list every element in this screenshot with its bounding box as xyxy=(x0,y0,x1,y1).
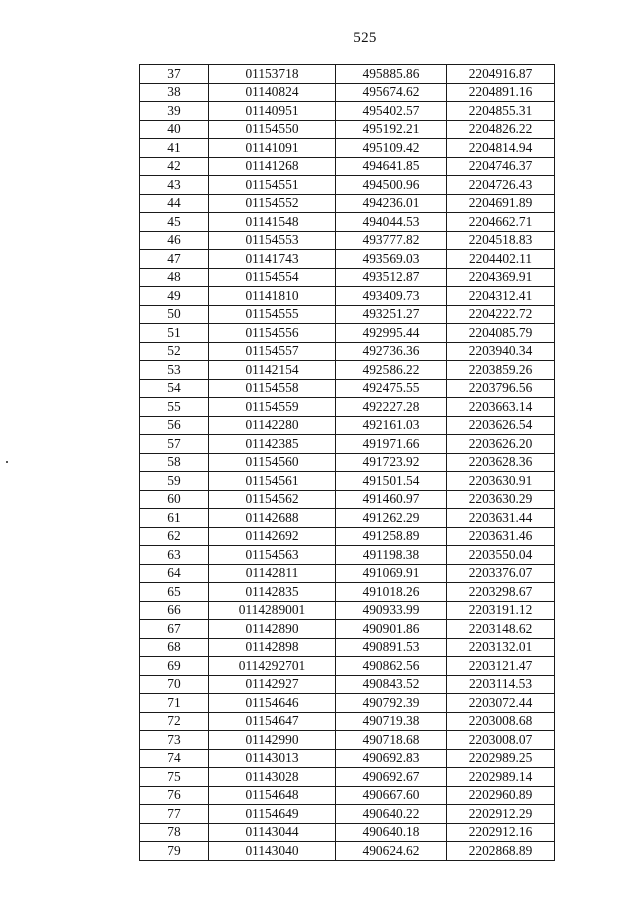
table-row xyxy=(140,731,555,750)
parcel-id-cell: 01142280 xyxy=(209,416,336,435)
row-number-cell: 58 xyxy=(140,453,209,472)
y-coordinate-cell: 2203630.29 xyxy=(447,490,555,509)
y-coordinate-cell: 2202912.29 xyxy=(447,805,555,824)
x-coordinate-cell: 493777.82 xyxy=(336,231,447,250)
row-number-cell: 75 xyxy=(140,768,209,787)
row-number-cell: 74 xyxy=(140,749,209,768)
row-number-cell: 59 xyxy=(140,472,209,491)
x-coordinate-cell: 490901.86 xyxy=(336,620,447,639)
x-coordinate-cell: 490843.52 xyxy=(336,675,447,694)
row-number-cell: 51 xyxy=(140,324,209,343)
x-coordinate-cell: 495674.62 xyxy=(336,83,447,102)
y-coordinate-cell: 2203628.36 xyxy=(447,453,555,472)
y-coordinate-cell: 2202989.25 xyxy=(447,749,555,768)
row-number-cell: 62 xyxy=(140,527,209,546)
parcel-id-cell: 01154646 xyxy=(209,694,336,713)
table-row xyxy=(140,583,555,602)
y-coordinate-cell: 2204691.89 xyxy=(447,194,555,213)
table-row xyxy=(140,453,555,472)
parcel-id-cell: 01142688 xyxy=(209,509,336,528)
parcel-id-cell: 01143044 xyxy=(209,823,336,842)
row-number-cell: 56 xyxy=(140,416,209,435)
table-row xyxy=(140,416,555,435)
y-coordinate-cell: 2203298.67 xyxy=(447,583,555,602)
row-number-cell: 47 xyxy=(140,250,209,269)
table-row xyxy=(140,102,555,121)
y-coordinate-cell: 2203940.34 xyxy=(447,342,555,361)
table-row xyxy=(140,823,555,842)
row-number-cell: 77 xyxy=(140,805,209,824)
y-coordinate-cell: 2203008.68 xyxy=(447,712,555,731)
y-coordinate-cell: 2202912.16 xyxy=(447,823,555,842)
row-number-cell: 39 xyxy=(140,102,209,121)
x-coordinate-cell: 490719.38 xyxy=(336,712,447,731)
x-coordinate-cell: 495885.86 xyxy=(336,65,447,84)
x-coordinate-cell: 491971.66 xyxy=(336,435,447,454)
table-row xyxy=(140,786,555,805)
x-coordinate-cell: 490718.68 xyxy=(336,731,447,750)
parcel-id-cell: 01154558 xyxy=(209,379,336,398)
table-row xyxy=(140,342,555,361)
row-number-cell: 54 xyxy=(140,379,209,398)
parcel-id-cell: 01141268 xyxy=(209,157,336,176)
y-coordinate-cell: 2203626.54 xyxy=(447,416,555,435)
coordinates-table-body xyxy=(140,65,555,861)
y-coordinate-cell: 2204891.16 xyxy=(447,83,555,102)
y-coordinate-cell: 2204312.41 xyxy=(447,287,555,306)
parcel-id-cell: 01141743 xyxy=(209,250,336,269)
row-number-cell: 55 xyxy=(140,398,209,417)
parcel-id-cell: 01143013 xyxy=(209,749,336,768)
row-number-cell: 52 xyxy=(140,342,209,361)
table-row xyxy=(140,305,555,324)
table-row xyxy=(140,231,555,250)
table-row xyxy=(140,509,555,528)
parcel-id-cell: 01154648 xyxy=(209,786,336,805)
parcel-id-cell: 01142811 xyxy=(209,564,336,583)
parcel-id-cell: 01154553 xyxy=(209,231,336,250)
page-number: 525 xyxy=(353,30,377,46)
table-row xyxy=(140,194,555,213)
y-coordinate-cell: 2204916.87 xyxy=(447,65,555,84)
table-row xyxy=(140,379,555,398)
x-coordinate-cell: 491460.97 xyxy=(336,490,447,509)
parcel-id-cell: 01154559 xyxy=(209,398,336,417)
row-number-cell: 45 xyxy=(140,213,209,232)
table-row xyxy=(140,527,555,546)
x-coordinate-cell: 490640.18 xyxy=(336,823,447,842)
row-number-cell: 48 xyxy=(140,268,209,287)
y-coordinate-cell: 2204662.71 xyxy=(447,213,555,232)
y-coordinate-cell: 2204222.72 xyxy=(447,305,555,324)
parcel-id-cell: 01142990 xyxy=(209,731,336,750)
table-row xyxy=(140,213,555,232)
y-coordinate-cell: 2203132.01 xyxy=(447,638,555,657)
y-coordinate-cell: 2203072.44 xyxy=(447,694,555,713)
table-row xyxy=(140,842,555,861)
parcel-id-cell: 01142835 xyxy=(209,583,336,602)
row-number-cell: 57 xyxy=(140,435,209,454)
table-row xyxy=(140,324,555,343)
parcel-id-cell: 01142385 xyxy=(209,435,336,454)
table-row xyxy=(140,120,555,139)
x-coordinate-cell: 491198.38 xyxy=(336,546,447,565)
parcel-id-cell: 01142898 xyxy=(209,638,336,657)
row-number-cell: 70 xyxy=(140,675,209,694)
table-row xyxy=(140,675,555,694)
x-coordinate-cell: 494044.53 xyxy=(336,213,447,232)
table-row xyxy=(140,472,555,491)
y-coordinate-cell: 2203376.07 xyxy=(447,564,555,583)
y-coordinate-cell: 2204518.83 xyxy=(447,231,555,250)
parcel-id-cell: 01142890 xyxy=(209,620,336,639)
x-coordinate-cell: 493512.87 xyxy=(336,268,447,287)
y-coordinate-cell: 2203663.14 xyxy=(447,398,555,417)
table-row xyxy=(140,620,555,639)
table-row xyxy=(140,546,555,565)
table-row xyxy=(140,768,555,787)
y-coordinate-cell: 2203796.56 xyxy=(447,379,555,398)
scan-speck xyxy=(6,461,8,463)
y-coordinate-cell: 2204085.79 xyxy=(447,324,555,343)
row-number-cell: 42 xyxy=(140,157,209,176)
table-row xyxy=(140,83,555,102)
y-coordinate-cell: 2203859.26 xyxy=(447,361,555,380)
parcel-id-cell: 01154551 xyxy=(209,176,336,195)
parcel-id-cell: 01154550 xyxy=(209,120,336,139)
y-coordinate-cell: 2204855.31 xyxy=(447,102,555,121)
parcel-id-cell: 01154562 xyxy=(209,490,336,509)
row-number-cell: 72 xyxy=(140,712,209,731)
row-number-cell: 68 xyxy=(140,638,209,657)
y-coordinate-cell: 2202960.89 xyxy=(447,786,555,805)
x-coordinate-cell: 490640.22 xyxy=(336,805,447,824)
x-coordinate-cell: 491723.92 xyxy=(336,453,447,472)
coordinates-table xyxy=(139,64,555,861)
row-number-cell: 41 xyxy=(140,139,209,158)
table-row xyxy=(140,250,555,269)
parcel-id-cell: 01154554 xyxy=(209,268,336,287)
x-coordinate-cell: 490692.67 xyxy=(336,768,447,787)
y-coordinate-cell: 2203121.47 xyxy=(447,657,555,676)
row-number-cell: 53 xyxy=(140,361,209,380)
table-row xyxy=(140,176,555,195)
table-row xyxy=(140,287,555,306)
table-row xyxy=(140,490,555,509)
row-number-cell: 71 xyxy=(140,694,209,713)
table-row xyxy=(140,805,555,824)
y-coordinate-cell: 2203148.62 xyxy=(447,620,555,639)
row-number-cell: 76 xyxy=(140,786,209,805)
y-coordinate-cell: 2204369.91 xyxy=(447,268,555,287)
parcel-id-cell: 01153718 xyxy=(209,65,336,84)
row-number-cell: 64 xyxy=(140,564,209,583)
x-coordinate-cell: 492586.22 xyxy=(336,361,447,380)
row-number-cell: 46 xyxy=(140,231,209,250)
y-coordinate-cell: 2203631.46 xyxy=(447,527,555,546)
row-number-cell: 78 xyxy=(140,823,209,842)
parcel-id-cell: 01143040 xyxy=(209,842,336,861)
x-coordinate-cell: 491069.91 xyxy=(336,564,447,583)
y-coordinate-cell: 2204814.94 xyxy=(447,139,555,158)
parcel-id-cell: 01154556 xyxy=(209,324,336,343)
parcel-id-cell: 01141810 xyxy=(209,287,336,306)
x-coordinate-cell: 494236.01 xyxy=(336,194,447,213)
y-coordinate-cell: 2204826.22 xyxy=(447,120,555,139)
x-coordinate-cell: 495402.57 xyxy=(336,102,447,121)
table-row xyxy=(140,65,555,84)
row-number-cell: 43 xyxy=(140,176,209,195)
parcel-id-cell: 01141548 xyxy=(209,213,336,232)
table-row xyxy=(140,712,555,731)
row-number-cell: 38 xyxy=(140,83,209,102)
x-coordinate-cell: 492475.55 xyxy=(336,379,447,398)
row-number-cell: 65 xyxy=(140,583,209,602)
parcel-id-cell: 0114289001 xyxy=(209,601,336,620)
y-coordinate-cell: 2203114.53 xyxy=(447,675,555,694)
table-row xyxy=(140,694,555,713)
x-coordinate-cell: 490667.60 xyxy=(336,786,447,805)
x-coordinate-cell: 493409.73 xyxy=(336,287,447,306)
table-row xyxy=(140,435,555,454)
y-coordinate-cell: 2203630.91 xyxy=(447,472,555,491)
table-row xyxy=(140,601,555,620)
row-number-cell: 67 xyxy=(140,620,209,639)
table-row xyxy=(140,749,555,768)
row-number-cell: 50 xyxy=(140,305,209,324)
x-coordinate-cell: 490933.99 xyxy=(336,601,447,620)
row-number-cell: 60 xyxy=(140,490,209,509)
x-coordinate-cell: 493251.27 xyxy=(336,305,447,324)
x-coordinate-cell: 490624.62 xyxy=(336,842,447,861)
row-number-cell: 44 xyxy=(140,194,209,213)
row-number-cell: 69 xyxy=(140,657,209,676)
x-coordinate-cell: 492736.36 xyxy=(336,342,447,361)
parcel-id-cell: 01154647 xyxy=(209,712,336,731)
x-coordinate-cell: 490862.56 xyxy=(336,657,447,676)
parcel-id-cell: 01154563 xyxy=(209,546,336,565)
row-number-cell: 61 xyxy=(140,509,209,528)
x-coordinate-cell: 494500.96 xyxy=(336,176,447,195)
y-coordinate-cell: 2203550.04 xyxy=(447,546,555,565)
table-row xyxy=(140,157,555,176)
x-coordinate-cell: 490692.83 xyxy=(336,749,447,768)
y-coordinate-cell: 2203631.44 xyxy=(447,509,555,528)
table-row xyxy=(140,638,555,657)
row-number-cell: 40 xyxy=(140,120,209,139)
y-coordinate-cell: 2202868.89 xyxy=(447,842,555,861)
x-coordinate-cell: 491258.89 xyxy=(336,527,447,546)
row-number-cell: 63 xyxy=(140,546,209,565)
table-row xyxy=(140,361,555,380)
parcel-id-cell: 01140951 xyxy=(209,102,336,121)
y-coordinate-cell: 2204746.37 xyxy=(447,157,555,176)
parcel-id-cell: 01154555 xyxy=(209,305,336,324)
x-coordinate-cell: 495192.21 xyxy=(336,120,447,139)
x-coordinate-cell: 495109.42 xyxy=(336,139,447,158)
y-coordinate-cell: 2203626.20 xyxy=(447,435,555,454)
row-number-cell: 73 xyxy=(140,731,209,750)
table-row xyxy=(140,139,555,158)
x-coordinate-cell: 490891.53 xyxy=(336,638,447,657)
x-coordinate-cell: 491262.29 xyxy=(336,509,447,528)
parcel-id-cell: 01154560 xyxy=(209,453,336,472)
row-number-cell: 49 xyxy=(140,287,209,306)
y-coordinate-cell: 2203008.07 xyxy=(447,731,555,750)
x-coordinate-cell: 492161.03 xyxy=(336,416,447,435)
x-coordinate-cell: 492995.44 xyxy=(336,324,447,343)
parcel-id-cell: 01142154 xyxy=(209,361,336,380)
parcel-id-cell: 01154561 xyxy=(209,472,336,491)
x-coordinate-cell: 491018.26 xyxy=(336,583,447,602)
y-coordinate-cell: 2203191.12 xyxy=(447,601,555,620)
parcel-id-cell: 01154649 xyxy=(209,805,336,824)
parcel-id-cell: 01142927 xyxy=(209,675,336,694)
table-row xyxy=(140,564,555,583)
parcel-id-cell: 01154552 xyxy=(209,194,336,213)
y-coordinate-cell: 2202989.14 xyxy=(447,768,555,787)
row-number-cell: 37 xyxy=(140,65,209,84)
table-row xyxy=(140,657,555,676)
parcel-id-cell: 01141091 xyxy=(209,139,336,158)
y-coordinate-cell: 2204726.43 xyxy=(447,176,555,195)
table-row xyxy=(140,398,555,417)
row-number-cell: 66 xyxy=(140,601,209,620)
parcel-id-cell: 01154557 xyxy=(209,342,336,361)
y-coordinate-cell: 2204402.11 xyxy=(447,250,555,269)
parcel-id-cell: 0114292701 xyxy=(209,657,336,676)
parcel-id-cell: 01143028 xyxy=(209,768,336,787)
x-coordinate-cell: 492227.28 xyxy=(336,398,447,417)
x-coordinate-cell: 490792.39 xyxy=(336,694,447,713)
x-coordinate-cell: 493569.03 xyxy=(336,250,447,269)
x-coordinate-cell: 494641.85 xyxy=(336,157,447,176)
x-coordinate-cell: 491501.54 xyxy=(336,472,447,491)
table-row xyxy=(140,268,555,287)
row-number-cell: 79 xyxy=(140,842,209,861)
parcel-id-cell: 01140824 xyxy=(209,83,336,102)
parcel-id-cell: 01142692 xyxy=(209,527,336,546)
